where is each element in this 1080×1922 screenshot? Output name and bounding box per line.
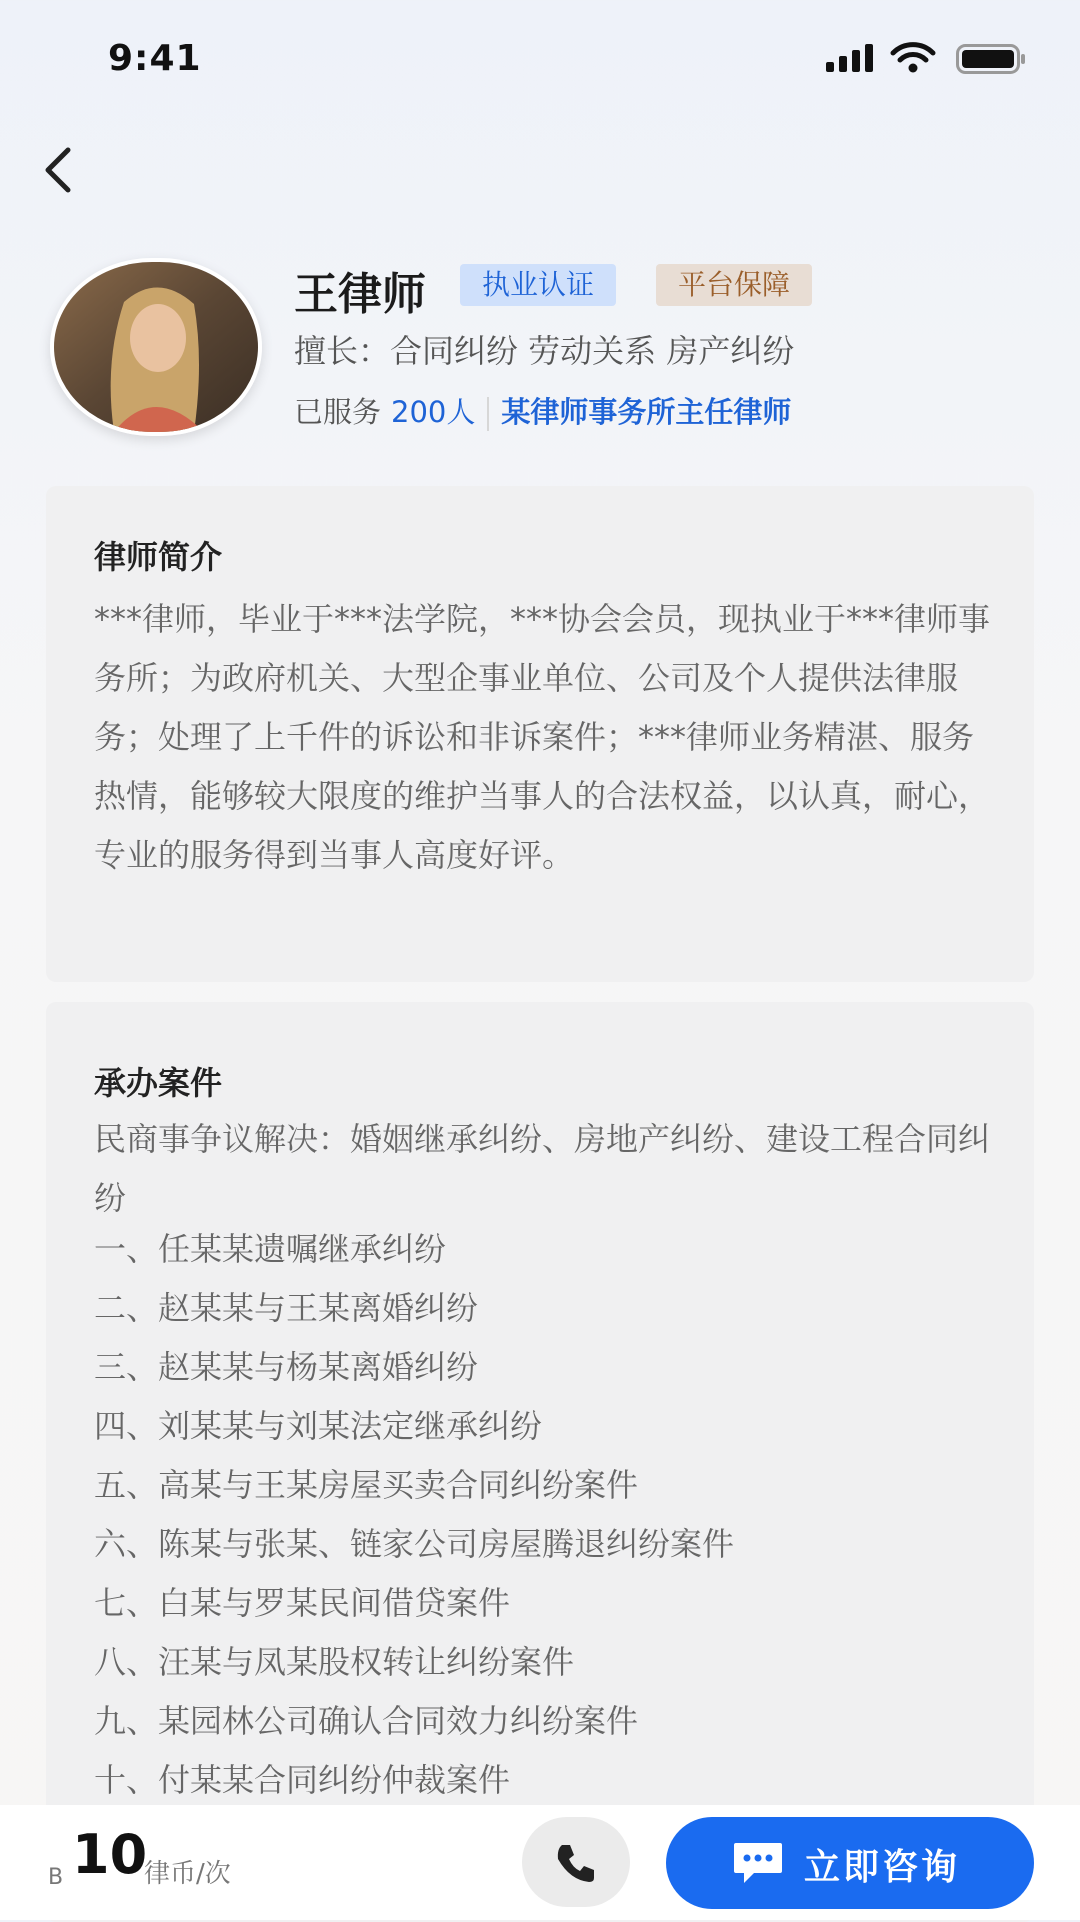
case-item: 五、高某与王某房屋买卖合同纠纷案件	[94, 1466, 639, 1504]
expertise-text: 擅长：合同纠纷 劳动关系 房产纠纷	[294, 332, 795, 370]
lawyer-name: 王律师	[294, 269, 426, 320]
phone-icon	[554, 1841, 598, 1885]
case-item: 二、赵某某与王某离婚纠纷	[94, 1289, 479, 1327]
cases-heading: 承办案件	[94, 1064, 223, 1102]
case-item: 三、赵某某与杨某离婚纠纷	[94, 1348, 479, 1386]
consult-now-button[interactable]	[666, 1817, 1034, 1909]
price-value: 10	[72, 1823, 148, 1886]
case-item: 九、某园林公司确认合同效力纠纷案件	[94, 1702, 639, 1740]
avatar	[50, 258, 262, 436]
back-arrow-icon[interactable]	[36, 140, 84, 200]
status-bar	[0, 0, 1080, 120]
chat-icon	[732, 1841, 784, 1885]
served-label: 已服务	[294, 395, 382, 429]
intro-heading: 律师简介	[94, 538, 223, 576]
certified-badge: 执业认证	[460, 264, 616, 306]
intro-text: ***律师，毕业于***法学院，***协会会员，现执业于***律师事务所；为政府机关、大型企事业单位、公司及个人提供法律服务；处理了上千件的诉讼和非诉案件；***律师业务精湛、服务热情，能够较大限度的维护当事人的合法权益，以认真，耐心，专业的服务得到当事人高度好评。	[94, 600, 991, 874]
status-time: 9:41	[108, 38, 202, 79]
battery-icon	[956, 44, 1026, 74]
case-item: 一、任某某遗嘱继承纠纷	[94, 1230, 447, 1268]
wifi-icon	[890, 42, 936, 74]
consult-label: 立即咨询	[804, 1847, 961, 1888]
intro-card	[46, 486, 1034, 982]
coin-icon: B	[48, 1865, 64, 1890]
case-item: 七、白某与罗某民间借贷案件	[94, 1584, 511, 1622]
case-item: 十、付某某合同纠纷仲裁案件	[94, 1761, 511, 1799]
served-count: 200人	[391, 395, 476, 429]
lawyer-title: 某律师事务所主任律师	[501, 395, 792, 429]
cases-summary: 民商事争议解决：婚姻继承纠纷、房地产纠纷、建设工程合同纠纷	[94, 1120, 991, 1217]
platform-guarantee-badge: 平台保障	[656, 264, 812, 306]
divider	[487, 397, 489, 431]
signal-icon	[826, 44, 876, 72]
call-button[interactable]	[522, 1817, 630, 1907]
service-info	[294, 390, 791, 431]
cases-card	[46, 1002, 1034, 1922]
case-item: 四、刘某某与刘某法定继承纠纷	[94, 1407, 543, 1445]
case-item: 六、陈某与张某、链家公司房屋腾退纠纷案件	[94, 1525, 735, 1563]
bottom-bar	[0, 1805, 1080, 1920]
case-item: 八、汪某与凤某股权转让纠纷案件	[94, 1643, 575, 1681]
price-unit: 律币/次	[144, 1859, 231, 1889]
